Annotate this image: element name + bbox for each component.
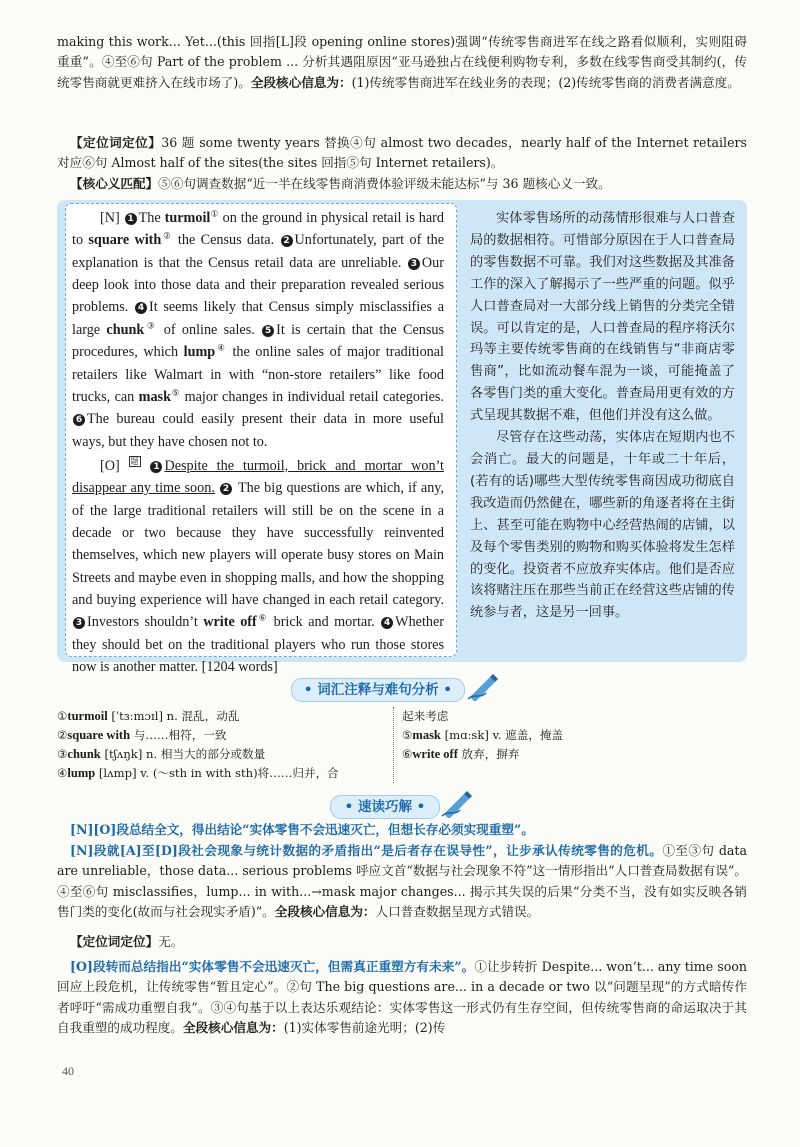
paragraph-n-analysis xyxy=(57,841,747,923)
vocab-list xyxy=(57,707,747,783)
paragraph-label-n: [N] xyxy=(100,210,120,226)
vocab-headword: mask xyxy=(412,728,441,742)
vocab-item xyxy=(57,764,387,783)
sentence-text: on the ground in physical retail is hard to xyxy=(72,210,444,249)
vocab-definition: 放弃，摒弃 xyxy=(457,747,520,761)
sentence-text: the Census data. xyxy=(172,232,280,249)
footnote-mark: ② xyxy=(161,230,173,241)
core-info-label: 全段核心信息为： xyxy=(274,904,376,920)
sentence-number-1: 1 xyxy=(125,213,137,225)
vocab-number: ① xyxy=(57,709,68,723)
sentence-number-1: 1 xyxy=(150,461,162,473)
sentence-text: Unfortunately, part of the explanation is that the Census retail data are unreliable. xyxy=(72,232,444,271)
vocab-headword: chunk xyxy=(67,747,101,761)
vocab-column-right xyxy=(402,707,732,764)
sentence-text: brick and mortar. xyxy=(268,614,381,631)
analysis-text: ①至③句 data are unreliable，those data... serious problems 呼应文首“数据与社会现象不符”这一情形指出“人口普查局数据有误”。④至⑥句 misclassifies，lump... in with...→mask major changes... 揭示其失误的后果“分类不当，没有如实反映各销售门类的变化(故而与社会现实矛盾)”。 xyxy=(57,843,747,920)
english-passage xyxy=(72,207,444,679)
sentence-text: It seems likely that Census simply misclassifies a large xyxy=(72,299,444,338)
locator-label: 【定位词定位】 xyxy=(70,135,162,150)
intro-paragraph xyxy=(57,32,747,93)
vocab-number: ⑤ xyxy=(402,728,413,742)
vocab-item xyxy=(57,745,387,764)
translation-paragraph-n: 实体零售场所的动荡情形很难与人口普查局的数据相符。可惜部分原因在于人口普查局的零售数据不可靠。我们对这些数据及其准备工作的深入了解揭示了一些严重的问题。似乎人口普查局对一大部分线上销售的分类完全错误。可以肯定的是，人口普查局的程序将沃尔玛等主要传统零售商的在线销售与“非商店零售商”，比如流动餐车混为一谈，可能掩盖了各零售门类的重大变化。普查局用更有效的方式呈现其数据不难，但他们并没有这么做。 xyxy=(470,211,735,424)
sentence-text: The big questions are which, if any, of the large traditional retailers will still be on the scene in a decade or two because they have successfully reinvented themselves, which new players will operate busy stores on Main Streets and maybe even in shopping malls, and how the shopping and buying experience will have changed in each retail category. xyxy=(72,480,445,609)
intro-text-a: making this work... Yet...(this 回指[L]段 opening online stores)强调“传统零售商进军在线之路看似顺利，实则阻碍重重”。④至⑥句 Part of the problem ... 分析其遇阻原因“亚马逊独占在线便利购物专利，多数在线零售商受其制约(，传统零售商就更难挤入在线市场了)。 xyxy=(57,34,747,90)
vocab-item xyxy=(57,726,387,745)
sentence-number-6: 6 xyxy=(73,414,85,426)
analysis-text: ①让步转折 Despite... won’t... any time soon 回应上段危机，让传统零售“暂且定心”。②句 The big questions are... in a decade or two 以“问题呈现”的方式暗传作者呼吁“需成功重塑自我”。③④句基于以上表达乐观结论：实体零售这一形式仍有生存空间，但传统零售商的命运取决于其自我重塑的成功程度。 xyxy=(57,959,747,1036)
core-match-paragraph xyxy=(57,174,747,194)
core-info-text: (1)实体零售前途光明；(2)传 xyxy=(283,1020,446,1036)
vocab-continuation: 起来考虑 xyxy=(402,709,449,723)
sentence-number-4: 4 xyxy=(135,302,147,314)
sentence-text: Whether they should bet on the traditional players who run those stores now is another matter. [1204 words] xyxy=(72,614,445,676)
vocab-headword: write off xyxy=(412,747,458,761)
sentence-text: Our deep look into those data and their preparation revealed serious problems. xyxy=(72,254,444,316)
vocab-definition: 与……相符，一致 xyxy=(130,728,227,742)
vocab-number: ③ xyxy=(57,747,68,761)
vocab-term-lump: lump xyxy=(183,344,216,361)
sentence-text: It is certain that the Census procedures, which xyxy=(72,321,444,361)
sentence-number-2: 2 xyxy=(220,483,232,495)
sentence-number-2: 2 xyxy=(281,235,293,247)
page-number: 40 xyxy=(62,1064,74,1078)
vocab-headword: square with xyxy=(67,728,131,742)
speed-reading-banner: • 速读巧解 • xyxy=(330,795,440,819)
chinese-translation xyxy=(470,208,735,624)
analysis-heading: [N]段就[A]至[D]段社会现象与统计数据的矛盾指出“是后者存在误导性”，让步承认传统零售的危机。 xyxy=(70,843,663,858)
vocab-headword: lump xyxy=(67,766,96,780)
vocab-term-chunk: chunk xyxy=(106,321,145,338)
paragraph-o xyxy=(72,455,444,679)
sentence-text: Investors shouldn’t xyxy=(87,614,204,631)
core-match-text: ⑤⑥句调查数据“近一半在线零售商消费体验评级未能达标”与 36 题核心义一致。 xyxy=(158,176,611,191)
vocab-term-write-off: write off xyxy=(203,614,257,631)
core-info-text: 人口普查数据呈现方式错误。 xyxy=(375,904,540,920)
vocab-section-banner: • 词汇注释与难句分析 • xyxy=(291,678,465,702)
footnote-mark: ④ xyxy=(215,342,227,353)
pen-icon xyxy=(440,788,474,818)
vocab-number: ② xyxy=(57,728,68,742)
core-info-label: 全段核心信息为： xyxy=(182,1020,284,1036)
vocab-item xyxy=(402,745,732,764)
vocab-definition: [tʃʌŋk] n. 相当大的部分或数量 xyxy=(100,747,266,761)
sentence-number-4: 4 xyxy=(381,617,393,629)
locator-text: 无。 xyxy=(158,934,184,949)
vocab-term-turmoil: turmoil xyxy=(164,210,211,226)
translation-paragraph-o: 尽管存在这些动荡，实体店在短期内也不会消亡。最大的问题是，十年或二十年后，(若有的话)哪些大型传统零售商因成功彻底自我改造而仍然健在，哪些新的角逐者将在主街上、甚至可能在购物中心经营热闹的店铺，以及每个零售类别的购物和购买体验将发生怎样的变化。投资者不应放弃实体店。他们是否应该将赌注压在那些当前正在经营这些店铺的传统参与者，这是另一回事。 xyxy=(470,430,735,621)
pen-icon xyxy=(466,671,500,701)
sentence-text: of online sales. xyxy=(157,321,262,338)
locator-text: 36 题 some twenty years 替换④句 almost two decades，nearly half of the Internet retailers 对应⑥句 Almost half of the sites(the sites 回指⑤句 Internet retailers)。 xyxy=(57,135,748,171)
vocab-term-square-with: square with xyxy=(88,232,162,249)
paragraph-n xyxy=(72,207,444,453)
vocab-number: ⑥ xyxy=(402,747,413,761)
locator-label: 【定位词定位】 xyxy=(70,934,159,949)
paragraph-label-o: [O] xyxy=(100,457,120,474)
footnote-mark: ③ xyxy=(144,320,158,331)
sentence-number-5: 5 xyxy=(262,325,274,337)
footnote-mark: ① xyxy=(210,208,219,219)
core-info-label: 全段核心信息为： xyxy=(250,74,352,90)
intro-text-b: (1)传统零售商进军在线业务的表现；(2)传统零售商的消费者满意度。 xyxy=(351,74,740,90)
sentence-text: The bureau could easily present their data in more useful ways, but they have chosen not to. xyxy=(72,411,444,450)
vocab-headword: turmoil xyxy=(67,709,108,723)
vocab-column-left xyxy=(57,707,387,783)
vocab-term-mask: mask xyxy=(138,388,171,405)
vocab-number: ④ xyxy=(57,766,68,780)
core-match-label: 【核心义匹配】 xyxy=(70,176,159,191)
analysis-heading: [O]段转而总结指出“实体零售不会迅速灭亡，但需真正重塑方有未来”。 xyxy=(70,959,475,974)
locator-note xyxy=(57,932,747,952)
sentence-text: major changes in individual retail categories. xyxy=(180,388,444,405)
paragraph-o-analysis xyxy=(57,957,747,1039)
question-mark-badge: 题 xyxy=(130,457,139,467)
vocab-divider xyxy=(393,707,394,783)
sentence-text: the online sales of major traditional retailers like Walmart in with “non-store retailers” like food trucks, can xyxy=(72,344,444,405)
vocab-item xyxy=(57,707,387,726)
vocab-definition: [lʌmp] v. (～sth in with sth)将……归并，合 xyxy=(95,766,339,780)
footnote-mark: ⑥ xyxy=(256,612,269,623)
sentence-text: The xyxy=(138,210,165,226)
vocab-definition: [ˈtɜːmɔɪl] n. 混乱，动乱 xyxy=(107,709,240,723)
summary-conclusion: [N][O]段总结全文，得出结论“实体零售不会迅速灭亡，但想长存必须实现重塑”。 xyxy=(70,822,534,837)
sentence-number-3: 3 xyxy=(73,617,85,629)
locator-paragraph xyxy=(57,133,747,174)
vocab-item xyxy=(402,726,732,745)
underlined-sentence: Despite the turmoil, brick and mortar won’t disappear any time soon. xyxy=(72,457,444,497)
footnote-mark: ⑤ xyxy=(170,387,181,398)
vocab-definition: [mɑːsk] v. 遮盖，掩盖 xyxy=(440,728,564,742)
sentence-number-3: 3 xyxy=(408,258,420,270)
